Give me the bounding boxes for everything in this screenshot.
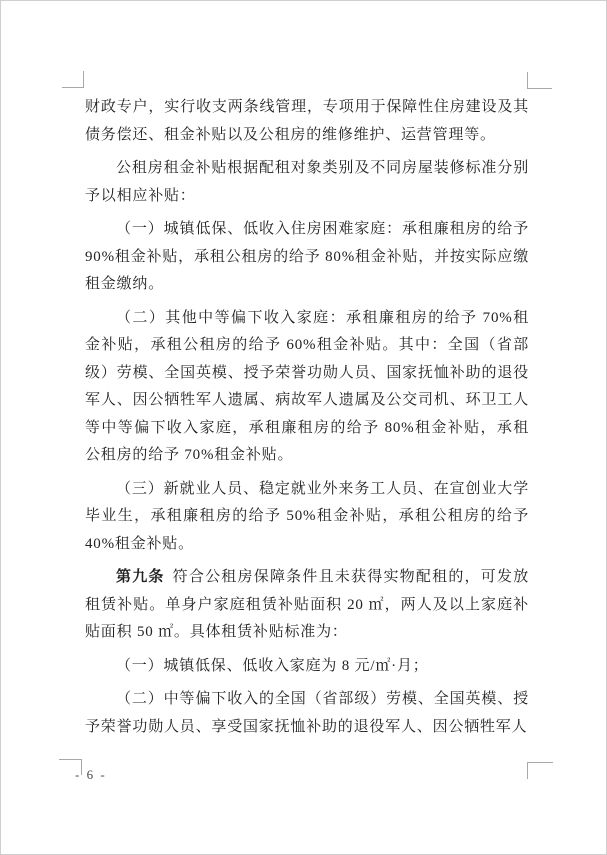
- article-number-label: 第九条: [116, 569, 165, 585]
- document-body: [85, 94, 529, 747]
- paragraph-subsidy-intro: 公租房租金补贴根据配租对象类别及不同房屋装修标准分别予以相应补贴：: [85, 160, 529, 204]
- paragraph-item-2: （二）其他中等偏下收入家庭：承租廉租房的给予 70%租金补贴，承租公租房的给予 60%租金补贴。其中：全国（省部级）劳模、全国英模、授予荣誉功勋人员、国家抚恤补助的退役军人、因公牺牲军人遗属、病故军人遗属及公交司机、环卫工人等中等偏下收入家庭，承租廉租房的给予 80%租金补贴，承租公租房的给予 70%租金补贴。: [85, 309, 529, 463]
- article-9-text: 符合公租房保障条件且未获得实物配租的，可发放租赁补贴。单身户家庭租赁补贴面积 20 ㎡，两人及以上家庭补贴面积 50 ㎡。具体租赁补贴标准为：: [85, 569, 529, 640]
- paragraph-article-9: [85, 564, 529, 647]
- paragraph-standard-1: （一）城镇低保、低收入家庭为 8 元/㎡·月；: [116, 657, 429, 674]
- page-number: - 6 -: [75, 767, 107, 782]
- crop-mark-bottom-right-icon: [527, 762, 553, 779]
- crop-mark-top-left-icon: [62, 71, 84, 88]
- paragraph-standard-2: （二）中等偏下收入的全国（省部级）劳模、全国英模、授予荣誉功勋人员、享受国家抚恤补助的退役军人、因公牺牲军人: [85, 691, 529, 735]
- crop-mark-top-right-icon: [527, 72, 552, 89]
- paragraph-continuation: 财政专户，实行收支两条线管理，专项用于保障性住房建设及其债务偿还、租金补贴以及公租房的维修维护、运营管理等。: [85, 99, 529, 143]
- paragraph-item-1: （一）城镇低保、低收入住房困难家庭：承租廉租房的给予 90%租金补贴，承租公租房的给予 80%租金补贴，并按实际应缴租金缴纳。: [85, 221, 529, 292]
- paragraph-item-3: （三）新就业人员、稳定就业外来务工人员、在宣创业大学毕业生，承租廉租房的给予 50%租金补贴，承租公租房的给予 40%租金补贴。: [85, 480, 529, 552]
